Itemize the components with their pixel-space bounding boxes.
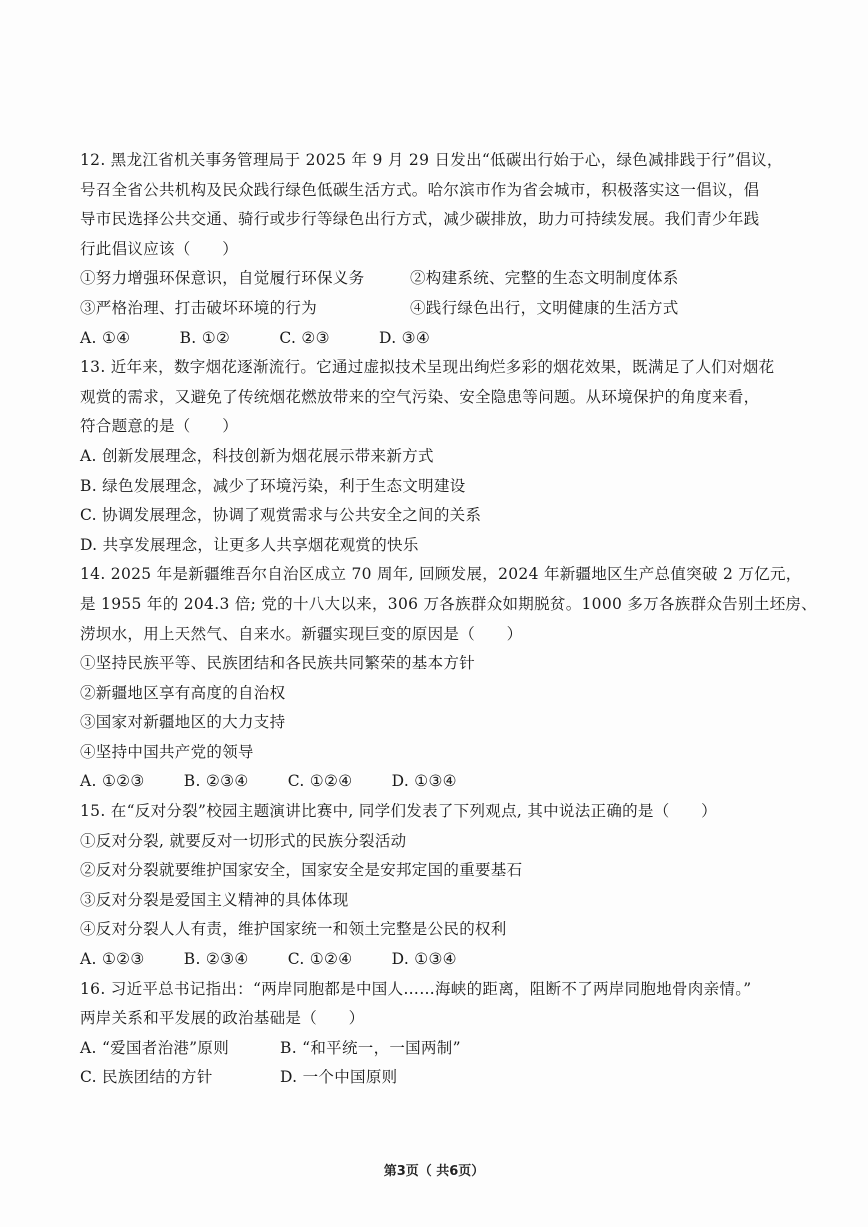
- q15-choice-c: C. ①②④: [287, 950, 353, 969]
- question-12: [80, 146, 800, 353]
- q12-items-row: [80, 294, 800, 324]
- q12-stem-line: 导市民选择公共交通、骑行或步行等绿色出行方式，减少碳排放，助力可持续发展。我们青少年践: [80, 210, 760, 229]
- q13-choice-d: D. 共享发展理念，让更多人共享烟花观赏的快乐: [80, 535, 419, 554]
- q12-choices: [80, 324, 800, 354]
- q14-item: ③国家对新疆地区的大力支持: [80, 713, 286, 732]
- q16-choices-row: [80, 1034, 800, 1064]
- question-16: [80, 975, 800, 1093]
- q13-stem-line: 符合题意的是（ ）: [80, 417, 239, 436]
- q15-stem-line: 15. 在“反对分裂”校园主题演讲比赛中, 同学们发表了下列观点, 其中说法正确的是（ ）: [80, 802, 717, 821]
- q12-stem-line: 12. 黑龙江省机关事务管理局于 2025 年 9 月 29 日发出“低碳出行始于心，绿色减排践于行”倡议，: [80, 151, 783, 169]
- q13-choice-a: A. 创新发展理念，科技创新为烟花展示带来新方式: [80, 446, 434, 465]
- q12-stem-line: 号召全省公共机构及民众践行绿色低碳生活方式。哈尔滨市作为省会城市，积极落实这一倡议，倡: [80, 180, 760, 199]
- q12-choice-d: D. ③④: [379, 328, 431, 347]
- q16-choice-c: C. 民族团结的方针: [80, 1068, 213, 1087]
- q14-choice-a: A. ①②③: [80, 772, 145, 791]
- q15-item: ①反对分裂, 就要反对一切形式的民族分裂活动: [80, 831, 407, 850]
- q14-stem-line: 14. 2025 年是新疆维吾尔自治区成立 70 周年, 回顾发展，2024 年新疆地区生产总值突破 2 万亿元，: [80, 565, 802, 584]
- q15-choices: [80, 945, 800, 975]
- q13-stem-line: 13. 近年来，数字烟花逐渐流行。它通过虚拟技术呈现出绚烂多彩的烟花效果，既满足了人们对烟花: [80, 358, 775, 377]
- q12-items-row: [80, 264, 800, 294]
- q14-stem-line: 是 1955 年的 204.3 倍; 党的十八大以来，306 万各族群众如期脱贫。1000 多万各族群众告别土坯房、: [80, 594, 817, 613]
- q12-item: ③严格治理、打击破坏环境的行为: [80, 298, 318, 317]
- q14-choices: [80, 767, 800, 797]
- q12-choice-a: A. ①④: [80, 328, 131, 347]
- q15-item: ④反对分裂人人有责，维护国家统一和领土完整是公民的权利: [80, 920, 507, 939]
- q12-stem-line: 行此倡议应该（ ）: [80, 239, 239, 258]
- q14-item: ②新疆地区享有高度的自治权: [80, 683, 286, 702]
- q13-choice-b: B. 绿色发展理念，减少了环境污染，利于生态文明建设: [80, 476, 466, 495]
- q15-item: ③反对分裂是爱国主义精神的具体体现: [80, 890, 349, 909]
- q13-choice-c: C. 协调发展理念，协调了观赏需求与公共安全之间的关系: [80, 506, 482, 525]
- q16-choice-b: B. “和平统一，一国两制”: [280, 1038, 461, 1057]
- question-14: [80, 560, 817, 797]
- question-13: [80, 353, 800, 560]
- q16-choices-row: [80, 1063, 800, 1093]
- question-list: [80, 146, 817, 1093]
- q15-choice-b: B. ②③④: [183, 950, 249, 969]
- q13-stem-line: 观赏的需求，又避免了传统烟花燃放带来的空气污染、安全隐患等问题。从环境保护的角度来看，: [80, 387, 760, 406]
- q16-choice-a: A. “爱国者治港”原则: [80, 1038, 229, 1057]
- q15-choice-a: A. ①②③: [80, 950, 145, 969]
- q14-choice-b: B. ②③④: [183, 772, 249, 791]
- q14-item: ①坚持民族平等、民族团结和各民族共同繁荣的基本方针: [80, 654, 476, 673]
- page-number: 第3页（ 共6页）: [383, 1164, 485, 1179]
- q14-stem-line: 涝坝水，用上天然气、自来水。新疆实现巨变的原因是（ ）: [80, 624, 523, 643]
- q14-choice-d: D. ①③④: [391, 772, 457, 791]
- q16-stem-line: 16. 习近平总书记指出：“两岸同胞都是中国人……海峡的距离，阻断不了两岸同胞地骨肉亲情。”: [80, 979, 752, 998]
- q12-item: ④践行绿色出行，文明健康的生活方式: [410, 298, 679, 317]
- q14-choice-c: C. ①②④: [287, 772, 353, 791]
- q15-item: ②反对分裂就要维护国家安全，国家安全是安邦定国的重要基石: [80, 861, 523, 880]
- q14-item: ④坚持中国共产党的领导: [80, 742, 254, 761]
- q12-choice-b: B. ①②: [179, 328, 231, 347]
- q16-choice-d: D. 一个中国原则: [280, 1068, 398, 1087]
- q16-stem-line: 两岸关系和平发展的政治基础是（ ）: [80, 1009, 365, 1028]
- q12-item: ①努力增强环保意识，自觉履行环保义务: [80, 269, 365, 288]
- q12-item: ②构建系统、完整的生态文明制度体系: [410, 269, 679, 288]
- question-15: [80, 797, 800, 975]
- q15-choice-d: D. ①③④: [391, 950, 457, 969]
- q12-choice-c: C. ②③: [279, 328, 330, 347]
